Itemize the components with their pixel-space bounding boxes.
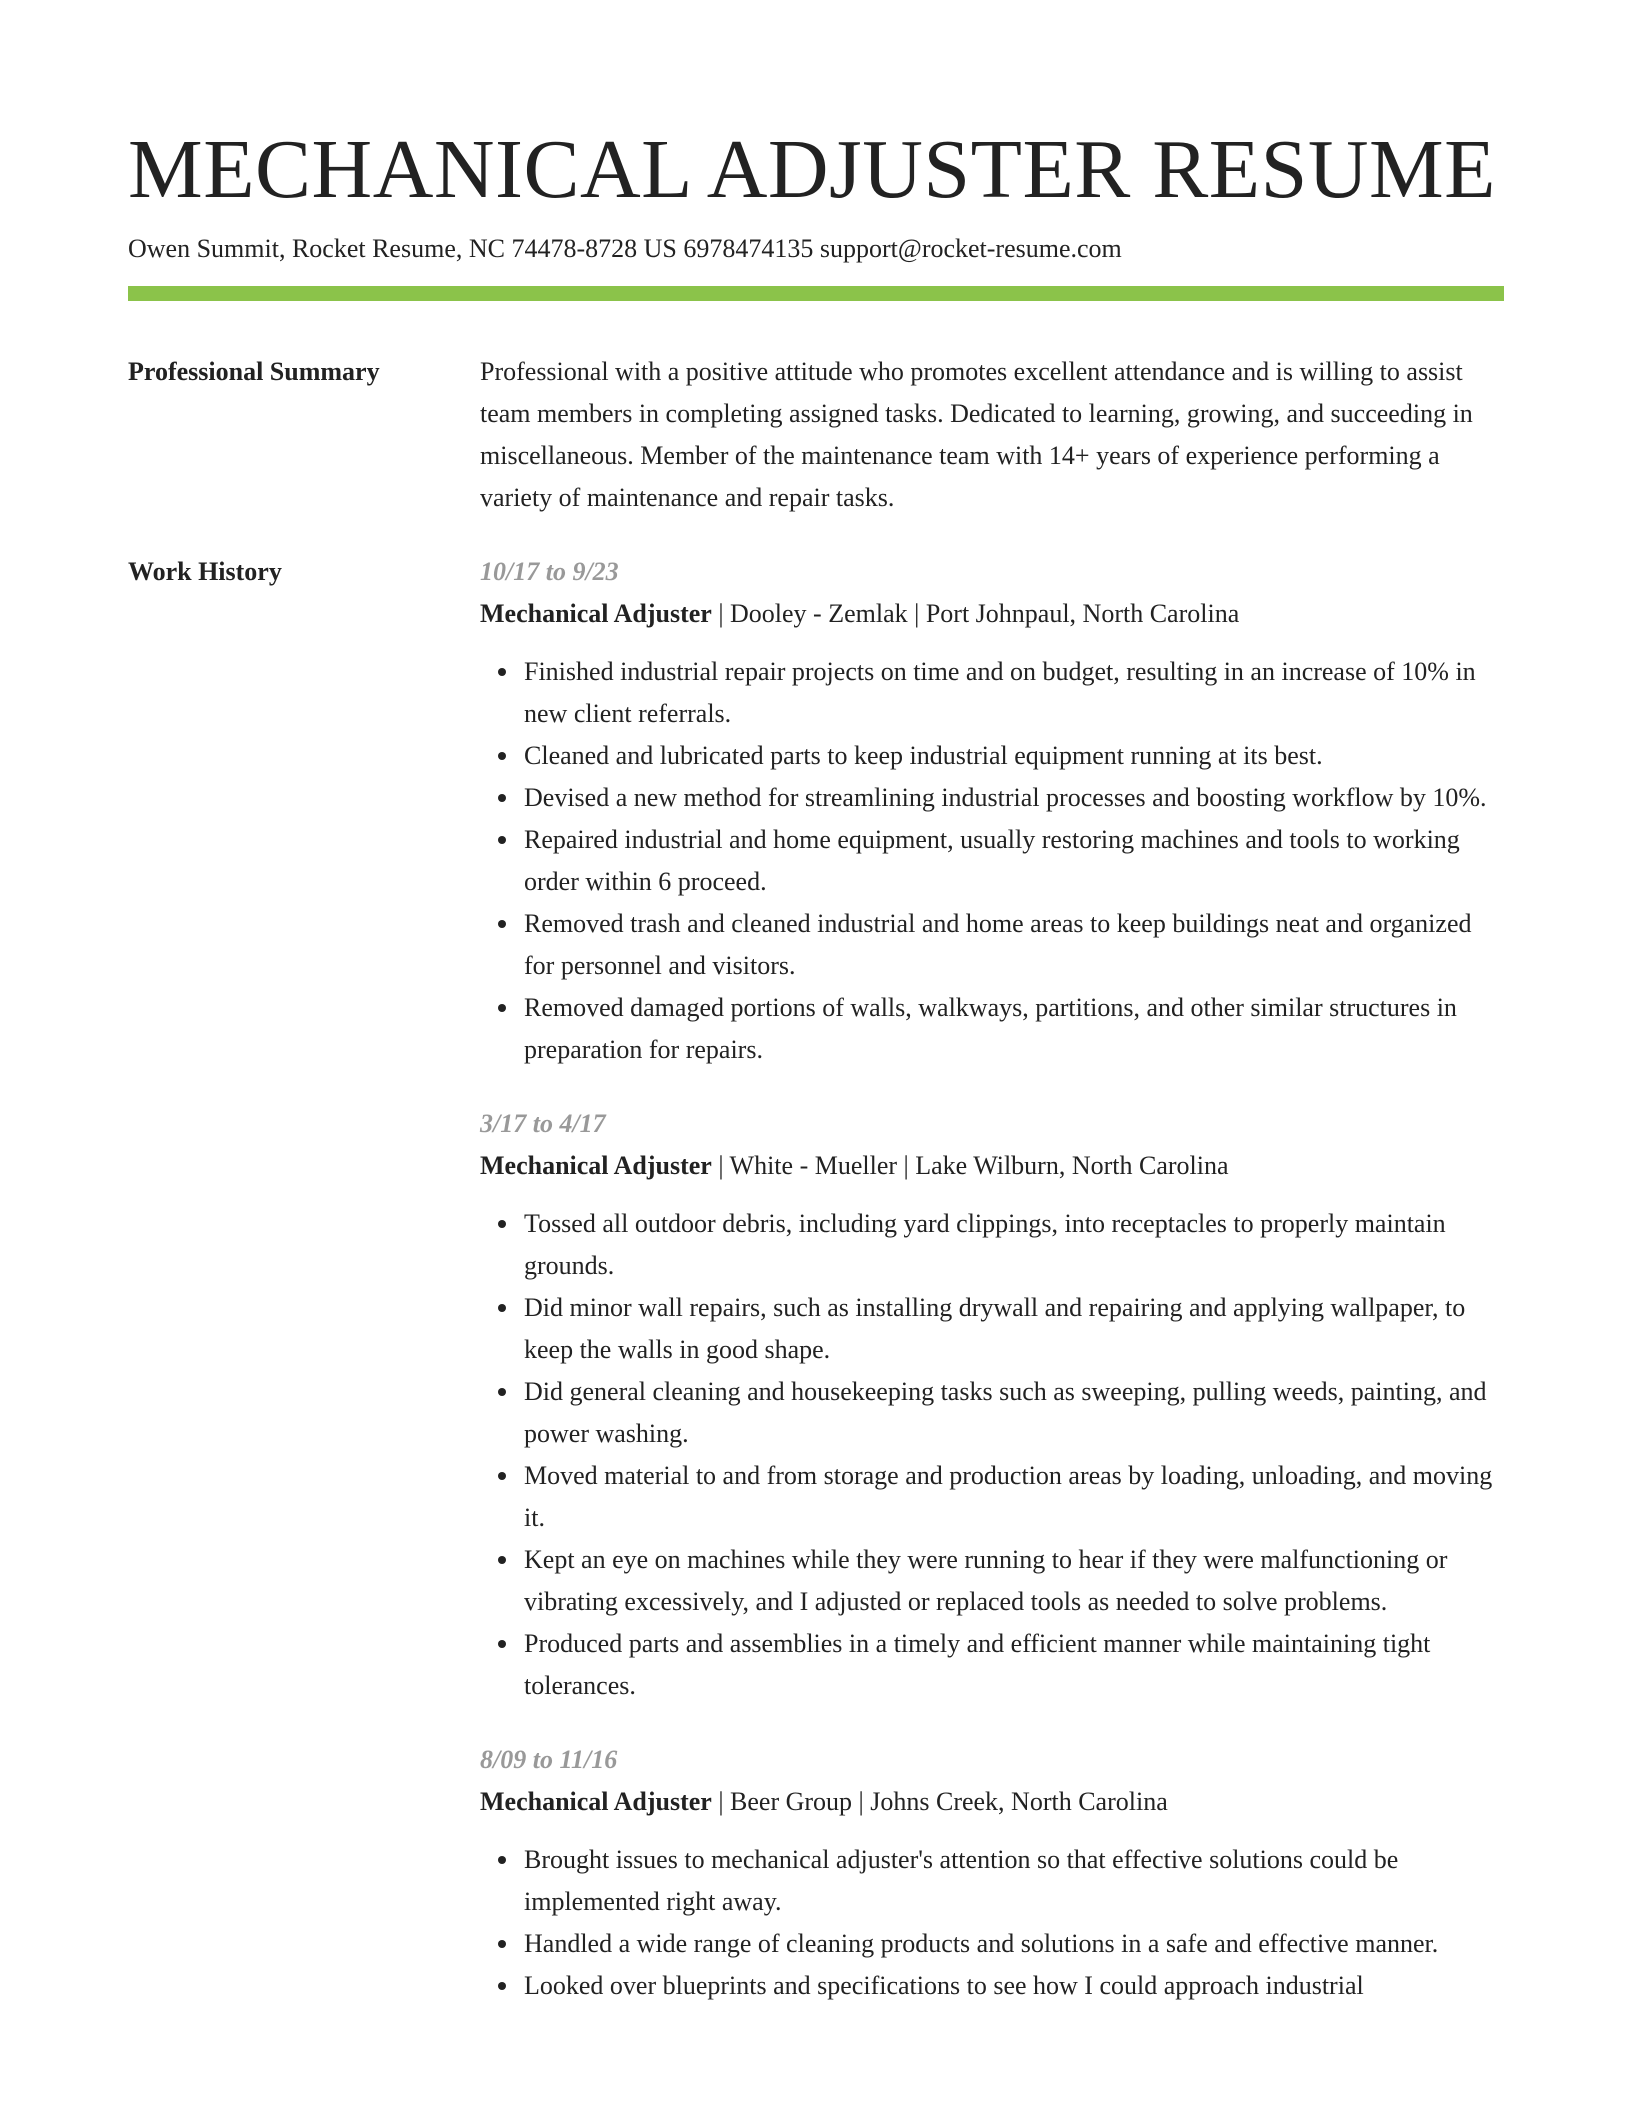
resume-title: MECHANICAL ADJUSTER RESUME xyxy=(128,123,1496,216)
work-history-body xyxy=(480,551,1504,2039)
job-bullet-item: Moved material to and from storage and production areas by loading, unloading, and moving it. xyxy=(524,1455,1504,1539)
job-title: Mechanical Adjuster xyxy=(480,599,712,628)
accent-divider xyxy=(128,286,1504,301)
job-bullet-item: Brought issues to mechanical adjuster's attention so that effective solutions could be implemented right away. xyxy=(524,1839,1504,1923)
summary-text: Professional with a positive attitude who promotes excellent attendance and is willing to assist team members in completing assigned tasks. Dedicated to learning, growing, and succeeding in miscellaneous. Member of the maintenance team with 14+ years of experience performing a variety of maintenance and repair tasks. xyxy=(480,357,1473,512)
summary-heading: Professional Summary xyxy=(128,357,380,386)
job-bullet-item: Kept an eye on machines while they were running to hear if they were malfunctioning or vibrating excessively, and I adjusted or replaced tools as needed to solve problems. xyxy=(524,1539,1504,1623)
job-entry xyxy=(480,1103,1504,1707)
job-bullet-item: Produced parts and assemblies in a timely and efficient manner while maintaining tight tolerances. xyxy=(524,1623,1504,1707)
job-entry xyxy=(480,551,1504,1071)
job-bullet-list xyxy=(480,1839,1504,2007)
job-bullet-item: Removed trash and cleaned industrial and home areas to keep buildings neat and organized for personnel and visitors. xyxy=(524,903,1504,987)
job-header xyxy=(480,593,1504,635)
job-bullet-item: Handled a wide range of cleaning products and solutions in a safe and effective manner. xyxy=(524,1923,1504,1965)
job-bullet-item: Tossed all outdoor debris, including yard clippings, into receptacles to properly maintain grounds. xyxy=(524,1203,1504,1287)
job-header xyxy=(480,1145,1504,1187)
job-title: Mechanical Adjuster xyxy=(480,1787,712,1816)
job-bullet-list xyxy=(480,1203,1504,1707)
work-history-heading: Work History xyxy=(128,557,282,586)
job-bullet-item: Finished industrial repair projects on time and on budget, resulting in an increase of 10% in new client referrals. xyxy=(524,651,1504,735)
job-bullet-item: Repaired industrial and home equipment, usually restoring machines and tools to working order within 6 proceed. xyxy=(524,819,1504,903)
job-bullet-item: Removed damaged portions of walls, walkways, partitions, and other similar structures in preparation for repairs. xyxy=(524,987,1504,1071)
job-bullet-item: Looked over blueprints and specifications to see how I could approach industrial xyxy=(524,1965,1504,2007)
job-bullet-item: Devised a new method for streamlining industrial processes and boosting workflow by 10%. xyxy=(524,777,1504,819)
job-bullet-item: Cleaned and lubricated parts to keep industrial equipment running at its best. xyxy=(524,735,1504,777)
job-company-location: | Beer Group | Johns Creek, North Carolina xyxy=(711,1787,1168,1816)
job-bullet-item: Did minor wall repairs, such as installing drywall and repairing and applying wallpaper, to keep the walls in good shape. xyxy=(524,1287,1504,1371)
job-company-location: | Dooley - Zemlak | Port Johnpaul, North Carolina xyxy=(711,599,1240,628)
job-title: Mechanical Adjuster xyxy=(480,1151,712,1180)
job-company-location: | White - Mueller | Lake Wilburn, North Carolina xyxy=(711,1151,1229,1180)
job-entry xyxy=(480,1739,1504,2007)
job-bullet-item: Did general cleaning and housekeeping tasks such as sweeping, pulling weeds, painting, and power washing. xyxy=(524,1371,1504,1455)
job-dates: 3/17 to 4/17 xyxy=(480,1109,606,1138)
job-dates: 10/17 to 9/23 xyxy=(480,557,619,586)
job-bullet-list xyxy=(480,651,1504,1071)
summary-body xyxy=(480,351,1504,519)
job-header xyxy=(480,1781,1504,1823)
job-dates: 8/09 to 11/16 xyxy=(480,1745,618,1774)
contact-line: Owen Summit, Rocket Resume, NC 74478-8728 US 6978474135 support@rocket-resume.com xyxy=(128,234,1122,263)
